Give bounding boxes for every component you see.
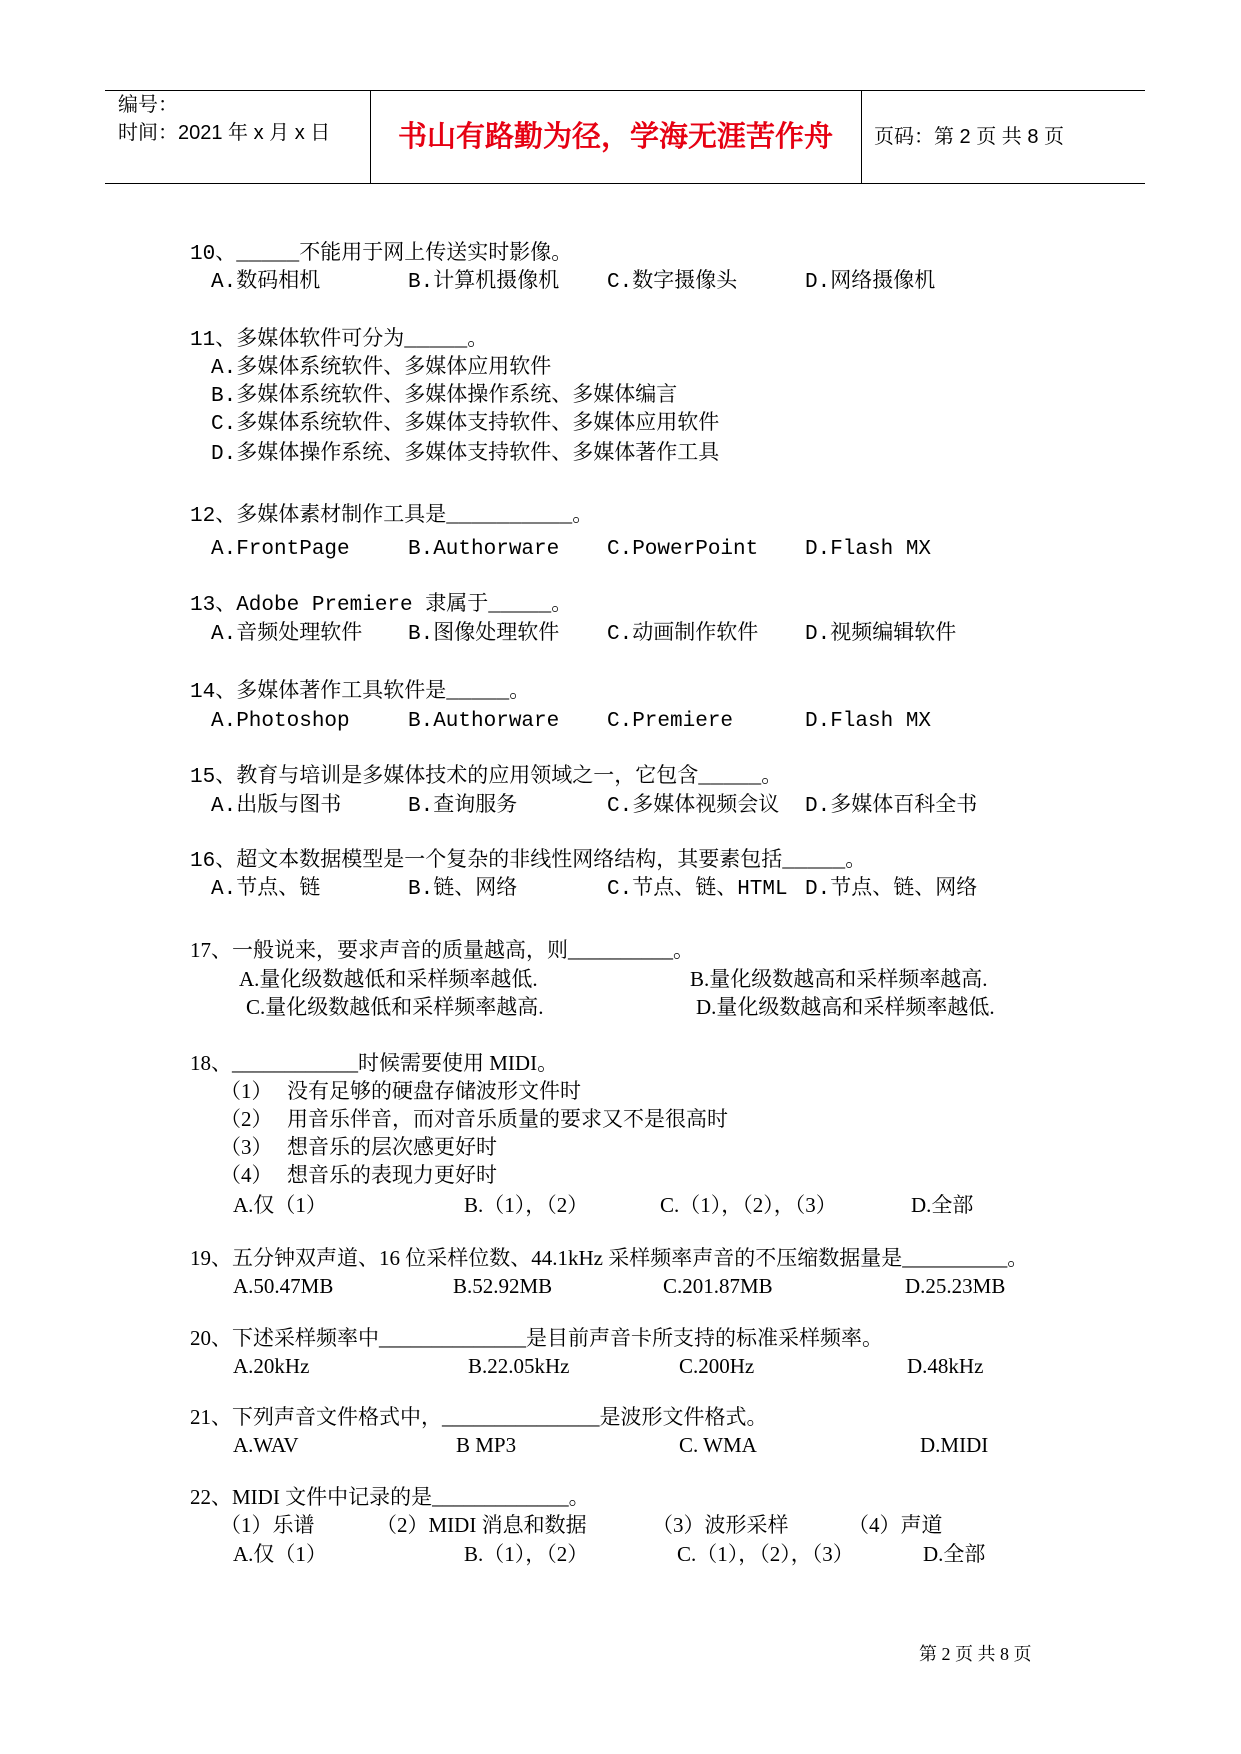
option-a: A.Photoshop (211, 710, 350, 733)
option-a: A.节点、链 (211, 878, 321, 901)
option-a: A.FrontPage (211, 538, 350, 561)
option-b: B.量化级数越高和采样频率越高. (690, 967, 988, 991)
option-c: C.201.87MB (663, 1274, 773, 1298)
page-footer: 第 2 页 共 8 页 (919, 1644, 1032, 1664)
option-c: C.多媒体系统软件、多媒体支持软件、多媒体应用软件 (211, 413, 720, 436)
option-b: B.多媒体系统软件、多媒体操作系统、多媒体编言 (211, 385, 678, 408)
option-a: A.WAV (233, 1433, 299, 1457)
header-divider-right (861, 90, 862, 183)
question-stem: 13、Adobe Premiere 隶属于_____。 (190, 594, 573, 617)
option-d: D.多媒体百科全书 (805, 795, 978, 818)
option-b: B.链、网络 (408, 878, 518, 901)
option-d: D.全部 (911, 1193, 974, 1217)
option-a: A.50.47MB (233, 1274, 334, 1298)
item-marker: （4） (220, 1163, 273, 1187)
question-stem: 20、下述采样频率中______________是目前声音卡所支持的标准采样频率。 (190, 1326, 883, 1350)
question-stem: 16、超文本数据模型是一个复杂的非线性网络结构，其要素包括_____。 (190, 850, 867, 873)
option-a: A.20kHz (233, 1354, 310, 1378)
option-c: C.多媒体视频会议 (607, 795, 780, 818)
question-stem: 14、多媒体著作工具软件是_____。 (190, 681, 531, 704)
option-a: A.仅（1） (233, 1193, 327, 1217)
option-b: B.52.92MB (453, 1274, 553, 1298)
option-c: C.数字摄像头 (607, 271, 738, 294)
question-stem: 19、五分钟双声道、16 位采样位数、44.1kHz 采样频率声音的不压缩数据量是__________。 (190, 1246, 1029, 1270)
option-d: D.48kHz (907, 1354, 984, 1378)
item: （4）声道 (848, 1513, 943, 1537)
option-a: A.多媒体系统软件、多媒体应用软件 (211, 357, 552, 380)
option-b: B.22.05kHz (468, 1354, 570, 1378)
item: （1）乐谱 (220, 1513, 315, 1537)
option-d: D.视频编辑软件 (805, 623, 957, 646)
question-stem: 22、MIDI 文件中记录的是_____________。 (190, 1485, 590, 1509)
option-b: B.图像处理软件 (408, 623, 560, 646)
item-text: 想音乐的表现力更好时 (287, 1163, 497, 1187)
item-text: 想音乐的层次感更好时 (287, 1135, 497, 1159)
option-c: C.PowerPoint (607, 538, 759, 561)
option-d: D.MIDI (920, 1433, 989, 1457)
option-a: A.仅（1） (233, 1542, 327, 1566)
option-a: A.数码相机 (211, 271, 321, 294)
time-label: 时间：2021 年 x 月 x 日 (118, 122, 331, 144)
question-stem: 11、多媒体软件可分为_____。 (190, 329, 489, 352)
option-c: C.200Hz (679, 1354, 755, 1378)
item-marker: （2） (220, 1107, 273, 1131)
header-top-rule (105, 90, 1145, 91)
option-d: D.25.23MB (905, 1274, 1006, 1298)
option-c: C.（1），（2），（3） (660, 1193, 837, 1217)
option-a: A.量化级数越低和采样频率越低. (239, 967, 538, 991)
option-b: B.Authorware (408, 710, 560, 733)
option-b: B.计算机摄像机 (408, 271, 560, 294)
option-d: D.多媒体操作系统、多媒体支持软件、多媒体著作工具 (211, 443, 720, 466)
option-d: D.网络摄像机 (805, 271, 936, 294)
item: （3）波形采样 (652, 1513, 789, 1537)
option-c: C. WMA (679, 1433, 757, 1457)
option-c: C.Premiere (607, 710, 734, 733)
option-d: D.节点、链、网络 (805, 878, 978, 901)
option-b: B.Authorware (408, 538, 560, 561)
header-page-label: 页码：第 2 页 共 8 页 (874, 126, 1065, 148)
item: （2）MIDI 消息和数据 (376, 1513, 587, 1537)
option-a: A.出版与图书 (211, 795, 342, 818)
item-text: 没有足够的硬盘存储波形文件时 (287, 1079, 581, 1103)
option-a: A.音频处理软件 (211, 623, 363, 646)
option-c: C.动画制作软件 (607, 623, 759, 646)
option-b: B.（1），（2） (464, 1542, 589, 1566)
option-d: D.Flash MX (805, 538, 932, 561)
question-stem: 18、____________时候需要使用 MIDI。 (190, 1051, 559, 1075)
item-marker: （3） (220, 1135, 273, 1159)
option-c: C.（1），（2），（3） (677, 1542, 854, 1566)
option-c: C.量化级数越低和采样频率越高. (246, 995, 544, 1019)
header-motto: 书山有路勤为径，学海无涯苦作舟 (397, 121, 833, 153)
option-d: D.Flash MX (805, 710, 932, 733)
question-stem: 12、多媒体素材制作工具是__________。 (190, 505, 594, 528)
option-b: B.查询服务 (408, 795, 518, 818)
question-stem: 15、教育与培训是多媒体技术的应用领域之一，它包含_____。 (190, 766, 783, 789)
option-c: C.节点、链、HTML (607, 878, 788, 901)
option-b: B MP3 (456, 1433, 517, 1457)
question-stem: 10、_____不能用于网上传送实时影像。 (190, 243, 573, 266)
question-stem: 21、下列声音文件格式中，_______________是波形文件格式。 (190, 1405, 768, 1429)
option-d: D.量化级数越高和采样频率越低. (696, 995, 995, 1019)
item-marker: （1） (220, 1079, 273, 1103)
option-d: D.全部 (923, 1542, 986, 1566)
question-stem: 17、一般说来，要求声音的质量越高，则__________。 (190, 938, 694, 962)
item-text: 用音乐伴音，而对音乐质量的要求又不是很高时 (287, 1107, 728, 1131)
serial-number-label: 编号： (118, 94, 178, 116)
option-b: B.（1），（2） (464, 1193, 589, 1217)
header-bottom-rule (105, 183, 1145, 184)
